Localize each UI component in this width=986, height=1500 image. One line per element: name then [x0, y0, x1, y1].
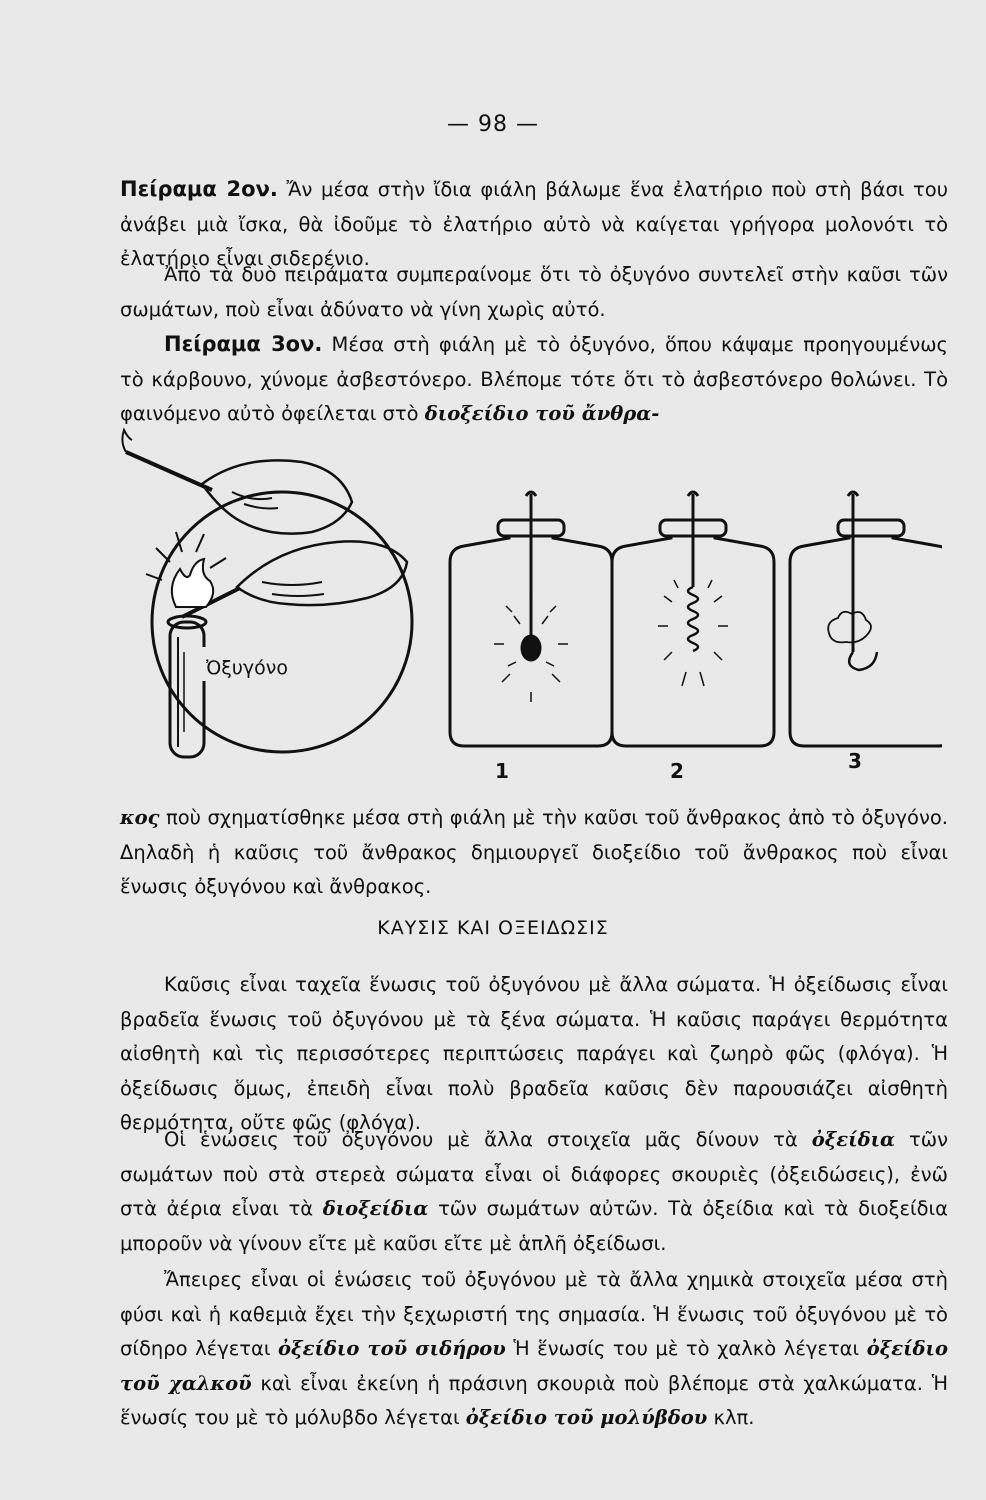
- bottle-3-drawing: [790, 492, 942, 746]
- experiment-3-heading: Πείραμα 3ον.: [164, 332, 323, 356]
- bottle-3-label: 3: [848, 749, 862, 773]
- compounds-text-3: καὶ εἶναι ἐκείνη ἡ πράσινη σκουριὰ ποὺ βλέπομε στὰ χαλκώματα. Ἡ ἕνωσίς του μὲ τὸ μόλυβδο λέγεται: [120, 1371, 948, 1429]
- experiment-illustration: [112, 412, 942, 812]
- paragraph-oxides: [120, 1123, 948, 1261]
- oxides-text-2: τῶν σωμάτων ποὺ στὰ στερεὰ σώματα εἶναι οἱ διάφορες σκουριὲς (ὀξειδώσεις), ἐνῶ στὰ ἀέρια εἶναι τὰ: [120, 1128, 948, 1220]
- compounds-emphasis-2: ὀξείδιο τοῦ χαλκοῦ: [120, 1337, 948, 1395]
- compounds-text-2: Ἡ ἕνωσίς του μὲ τὸ χαλκὸ λέγεται: [505, 1337, 867, 1360]
- illustration-svg: [112, 412, 942, 812]
- paragraph-conclusion: Ἀπὸ τὰ δυὸ πειράματα συμπεραίνομε ὅτι τὸ ὀξυγόνο συντελεῖ στὴν καῦσι τῶν σωμάτων, ποὺ εἶναι ἀδύνατο νὰ γίνη χωρὶς αὐτό.: [120, 263, 948, 321]
- compounds-text-1: Ἄπειρες εἶναι οἱ ἑνώσεις τοῦ ὀξυγόνου μὲ τὰ ἄλλα χημικὰ στοιχεῖα μέσα στὴ φύσι καὶ ἡ καθεμιὰ ἔχει τὴν ξεχωριστή της σημασία. Ἡ ἕνωσις τοῦ ὀξυγόνου μὲ τὸ σίδηρο λέγεται: [120, 1268, 948, 1360]
- page-number: — 98 —: [447, 112, 539, 137]
- compounds-text-4: κλπ.: [707, 1406, 755, 1429]
- flame-rays: [146, 532, 226, 607]
- compounds-emphasis-1: ὀξείδιο τοῦ σιδήρου: [278, 1337, 506, 1360]
- paragraph-compounds: [120, 1263, 948, 1436]
- experiment-3-emphasis: διοξείδιο τοῦ ἄνθρα-: [424, 402, 660, 425]
- carbon-dioxide-text: ποὺ σχηματίσθηκε μέσα στὴ φιάλη μὲ τὴν καῦσι τοῦ ἄνθρακος ἀπὸ τὸ ὀξυγόνο. Δηλαδὴ ἡ καῦσις τοῦ ἄνθρακος δημιουργεῖ διοξείδιο τοῦ ἄνθρακος ποὺ εἶναι ἕνωσις ὀξυγόνου καὶ ἄνθρακος.: [120, 806, 948, 898]
- hands-circle-drawing: [122, 430, 412, 757]
- oxides-emphasis-1: ὀξείδια: [811, 1128, 896, 1151]
- bottle-1-drawing: [450, 492, 612, 746]
- oxides-emphasis-2: διοξείδια: [322, 1197, 429, 1220]
- section-title: ΚΑΥΣΙΣ ΚΑΙ ΟΞΕΙΔΩΣΙΣ: [377, 917, 609, 939]
- experiment-2-text: Ἄν μέσα στὴν ἴδια φιάλη βάλωμε ἕνα ἐλατήριο ποὺ στὴ βάσι του ἀνάβει μιὰ ἴσκα, θὰ ἰδοῦμε τὸ ἐλατήριο αὐτὸ νὰ καίγεται γρήγορα μολονότι τὸ ἐλατήριο εἶναι σιδερένιο.: [120, 178, 948, 270]
- paragraph-carbon-dioxide: [120, 801, 948, 905]
- carbon-dioxide-emphasis: κος: [120, 806, 160, 829]
- bottle-1-label: 1: [495, 759, 509, 783]
- paragraph-combustion-oxidation: Καῦσις εἶναι ταχεῖα ἕνωσις τοῦ ὀξυγόνου μὲ ἄλλα σώματα. Ἡ ὀξείδωσις εἶναι βραδεῖα ἕνωσις τοῦ ὀξυγόνου μὲ τὰ ξένα σώματα. Ἡ καῦσις παράγει θερμότητα αἰσθητὴ καὶ τὶς περισσότερες περιπτώσεις παράγει καὶ ζωηρὸ φῶς (φλόγα). Ἡ ὀξείδωσις ὅμως, ἐπειδὴ εἶναι πολὺ βραδεῖα καῦσις δὲν παρουσιάζει αἰσθητὴ θερμότητα, οὔτε φῶς (φλόγα).: [120, 973, 948, 1134]
- bottle-2-drawing: [612, 492, 774, 746]
- oxides-text-1: Οἱ ἑνώσεις τοῦ ὀξυγόνου μὲ ἄλλα στοιχεῖα μᾶς δίνουν τὰ: [164, 1128, 812, 1151]
- experiment-3-text: Μέσα στὴ φιάλη μὲ τὸ ὀξυγόνο, ὅπου κάψαμε προηγουμένως τὸ κάρβουνο, χύνομε ἀσβεστόνερο. Βλέπομε τότε ὅτι τὸ ἀσβεστόνερο θολώνει. Τὸ φαινόμενο αὐτὸ ὀφείλεται στὸ: [120, 333, 948, 425]
- oxygen-label: Ὀξυγόνο: [206, 657, 288, 679]
- experiment-2-heading: Πείραμα 2ον.: [120, 177, 278, 201]
- bottle-2-label: 2: [670, 759, 684, 783]
- compounds-emphasis-3: ὀξείδιο τοῦ μολύβδου: [465, 1406, 708, 1429]
- oxides-text-3: τῶν σωμάτων αὐτῶν. Τὰ ὀξείδια καὶ τὰ διοξείδια μποροῦν νὰ γίνουν εἴτε μὲ καῦσι εἴτε μὲ ἁπλῆ ὀξείδωσι.: [120, 1197, 948, 1255]
